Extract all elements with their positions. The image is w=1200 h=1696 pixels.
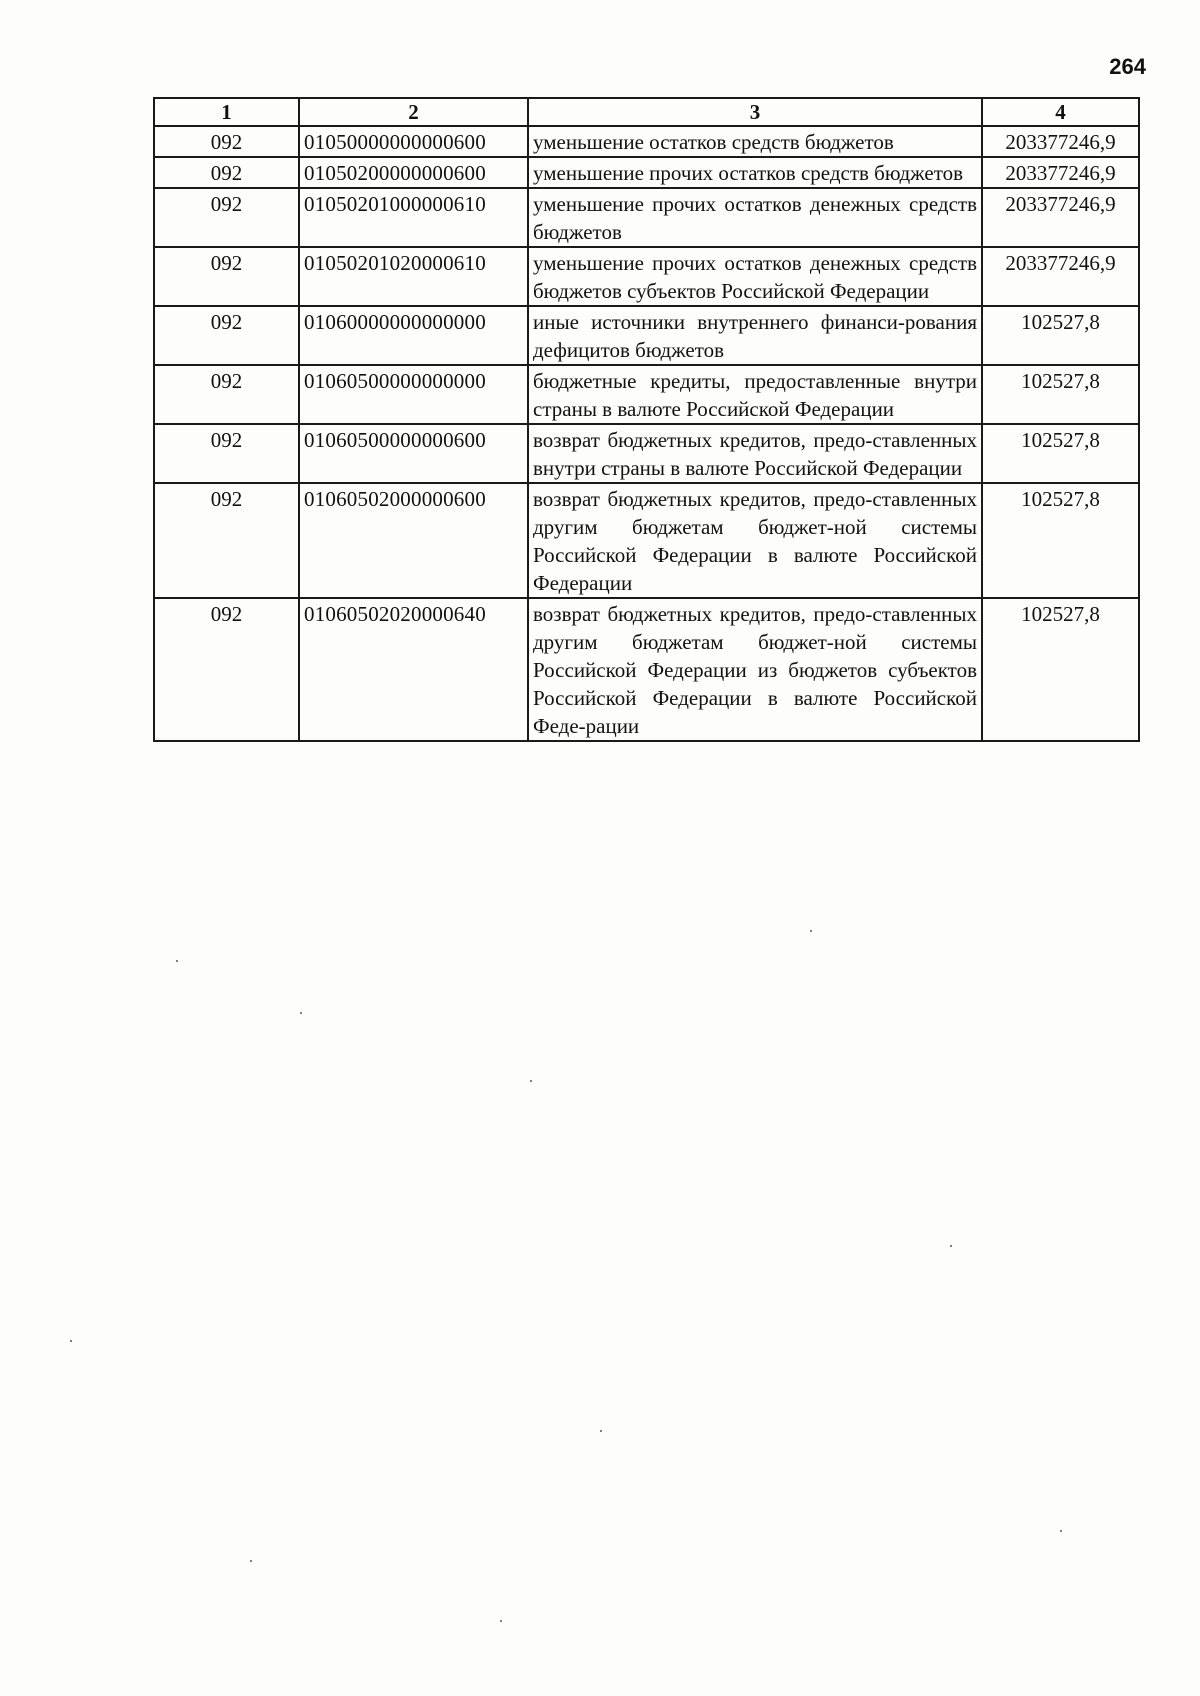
scan-speck — [600, 1430, 602, 1432]
table-row — [154, 598, 1139, 741]
description-cell: возврат бюджетных кредитов, предо-ставленных другим бюджетам бюджет-ной системы Российской Федерации в валюте Российской Федерации — [528, 483, 982, 598]
table-row — [154, 247, 1139, 306]
description-cell: иные источники внутреннего финанси-рования дефицитов бюджетов — [528, 306, 982, 365]
table-row — [154, 188, 1139, 247]
admin-code-cell: 092 — [154, 306, 299, 365]
classification-code-cell: 01060000000000000 — [299, 306, 528, 365]
classification-code-cell: 01060500000000600 — [299, 424, 528, 483]
amount-cell: 102527,8 — [982, 424, 1139, 483]
scan-speck — [950, 1245, 952, 1247]
description-cell: уменьшение остатков средств бюджетов — [528, 126, 982, 157]
admin-code-cell: 092 — [154, 424, 299, 483]
scan-speck — [176, 960, 178, 962]
scan-speck — [810, 930, 812, 932]
admin-code-cell: 092 — [154, 247, 299, 306]
amount-cell: 203377246,9 — [982, 188, 1139, 247]
classification-code-cell: 01060500000000000 — [299, 365, 528, 424]
column-header-3: 3 — [528, 98, 982, 126]
table-header — [154, 98, 1139, 126]
column-header-2: 2 — [299, 98, 528, 126]
admin-code-cell: 092 — [154, 365, 299, 424]
amount-cell: 203377246,9 — [982, 126, 1139, 157]
table-row — [154, 483, 1139, 598]
column-header-1: 1 — [154, 98, 299, 126]
description-cell: возврат бюджетных кредитов, предо-ставленных внутри страны в валюте Российской Федерации — [528, 424, 982, 483]
scan-speck — [70, 1340, 72, 1342]
admin-code-cell: 092 — [154, 598, 299, 741]
table-row — [154, 126, 1139, 157]
amount-cell: 102527,8 — [982, 365, 1139, 424]
amount-cell: 102527,8 — [982, 598, 1139, 741]
amount-cell: 203377246,9 — [982, 157, 1139, 188]
table-row — [154, 306, 1139, 365]
header-row — [154, 98, 1139, 126]
amount-cell: 102527,8 — [982, 483, 1139, 598]
page-number: 264 — [1109, 54, 1146, 79]
admin-code-cell: 092 — [154, 483, 299, 598]
admin-code-cell: 092 — [154, 157, 299, 188]
description-cell: уменьшение прочих остатков денежных средств бюджетов субъектов Российской Федерации — [528, 247, 982, 306]
classification-code-cell: 01060502000000600 — [299, 483, 528, 598]
classification-code-cell: 01050200000000600 — [299, 157, 528, 188]
budget-sources-table — [153, 97, 1140, 742]
classification-code-cell: 01050201000000610 — [299, 188, 528, 247]
admin-code-cell: 092 — [154, 126, 299, 157]
scan-speck — [1060, 1530, 1062, 1532]
amount-cell: 102527,8 — [982, 306, 1139, 365]
table-body — [154, 126, 1139, 741]
description-cell: возврат бюджетных кредитов, предо-ставленных другим бюджетам бюджет-ной системы Российской Федерации из бюджетов субъектов Российской Федерации в валюте Российской Феде-рации — [528, 598, 982, 741]
table-row — [154, 424, 1139, 483]
classification-code-cell: 01060502020000640 — [299, 598, 528, 741]
scan-speck — [250, 1560, 252, 1562]
scan-speck — [530, 1080, 532, 1082]
table-row — [154, 157, 1139, 188]
column-header-4: 4 — [982, 98, 1139, 126]
classification-code-cell: 01050000000000600 — [299, 126, 528, 157]
description-cell: уменьшение прочих остатков средств бюджетов — [528, 157, 982, 188]
admin-code-cell: 092 — [154, 188, 299, 247]
table-row — [154, 365, 1139, 424]
amount-cell: 203377246,9 — [982, 247, 1139, 306]
scan-speck — [500, 1620, 502, 1622]
classification-code-cell: 01050201020000610 — [299, 247, 528, 306]
scan-speck — [300, 1012, 302, 1014]
description-cell: бюджетные кредиты, предоставленные внутри страны в валюте Российской Федерации — [528, 365, 982, 424]
description-cell: уменьшение прочих остатков денежных средств бюджетов — [528, 188, 982, 247]
